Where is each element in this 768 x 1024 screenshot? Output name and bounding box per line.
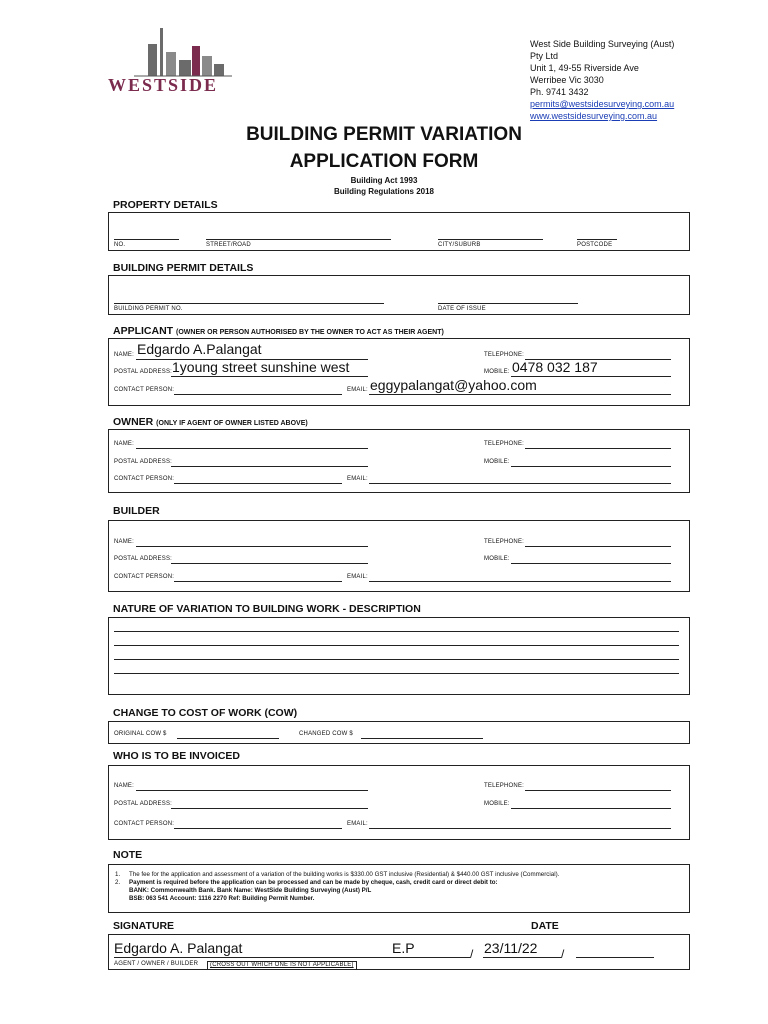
form-title-line-2: APPLICATION FORM [289, 151, 479, 172]
note-item-2-text: Payment is required before the application can be processed and can be made by cheque, cash, credit card or direct debit to: [129, 879, 498, 886]
invoice-postal-label: POSTAL ADDRESS: [114, 801, 173, 807]
signature-box [108, 934, 690, 970]
applicant-contact-label: CONTACT PERSON: [114, 387, 175, 393]
signature-value: Edgardo A. Palangat [114, 940, 243, 956]
applicant-postal-field[interactable] [171, 376, 368, 377]
permit-number-field[interactable] [114, 303, 384, 304]
date-heading: DATE [531, 920, 559, 932]
builder-email-field[interactable] [369, 581, 671, 582]
applicant-telephone-label: TELEPHONE: [484, 352, 525, 358]
original-cow-field[interactable] [177, 738, 279, 739]
company-name: West Side Building Surveying (Aust) [530, 39, 675, 49]
postcode-label: POSTCODE [577, 242, 613, 248]
logo-text: WESTSIDE [108, 75, 219, 95]
property-details-box [108, 212, 690, 251]
agent-owner-builder-label: AGENT / OWNER / BUILDER [114, 961, 199, 967]
applicant-title: APPLICANT [113, 325, 174, 337]
builder-telephone-field[interactable] [525, 546, 671, 547]
invoice-email-field[interactable] [369, 828, 671, 829]
building-regulations: Building Regulations 2018 [333, 187, 434, 196]
signature-field[interactable] [114, 957, 470, 958]
applicant-email-field[interactable] [369, 394, 671, 395]
signature-separator: / [470, 947, 474, 961]
company-address-1: Unit 1, 49-55 Riverside Ave [530, 63, 639, 73]
company-address-2: Werribee Vic 3030 [530, 75, 604, 85]
invoice-heading: WHO IS TO BE INVOICED [113, 750, 240, 762]
cost-heading: CHANGE TO COST OF WORK (COW) [113, 707, 298, 719]
applicant-postal-value: 1young street sunshine west [172, 359, 350, 375]
owner-contact-field[interactable] [174, 483, 342, 484]
owner-postal-label: POSTAL ADDRESS: [114, 459, 173, 465]
owner-heading [113, 416, 308, 428]
builder-heading: BUILDER [113, 505, 160, 517]
builder-contact-field[interactable] [174, 581, 342, 582]
owner-email-field[interactable] [369, 483, 671, 484]
invoice-telephone-field[interactable] [525, 790, 671, 791]
builder-email-label: EMAIL: [347, 574, 368, 580]
note-number-2: 2. [115, 879, 121, 886]
variation-line-4[interactable] [114, 673, 679, 674]
builder-name-field[interactable] [136, 546, 368, 547]
builder-postal-label: POSTAL ADDRESS: [114, 556, 173, 562]
variation-line-3[interactable] [114, 659, 679, 660]
street-label: STREET/ROAD [206, 242, 251, 248]
city-field[interactable] [438, 239, 543, 240]
owner-title: OWNER [113, 416, 154, 428]
permit-details-box [108, 275, 690, 315]
applicant-mobile-label: MOBILE: [484, 369, 510, 375]
invoice-postal-field[interactable] [171, 808, 368, 809]
westside-logo [104, 22, 244, 100]
note-bank-details: BANK: Commonwealth Bank. Bank Name: WestSide Building Surveying (Aust) P/L [129, 887, 372, 894]
changed-cow-field[interactable] [361, 738, 483, 739]
builder-postal-field[interactable] [171, 563, 368, 564]
invoice-name-field[interactable] [136, 790, 368, 791]
original-cow-label: ORIGINAL COW $ [114, 731, 167, 737]
permit-number-label: BUILDING PERMIT NO. [114, 306, 183, 312]
invoice-box [108, 765, 690, 840]
owner-mobile-field[interactable] [511, 466, 671, 467]
applicant-name-label: NAME: [114, 352, 135, 358]
invoice-contact-label: CONTACT PERSON: [114, 821, 175, 827]
note-item-1-text: The fee for the application and assessment of a variation of the building works is $330.00 GST inclusive (Residential) & $440.00 GST inclusive (Commercial). [129, 871, 560, 878]
variation-line-2[interactable] [114, 645, 679, 646]
property-details-heading: PROPERTY DETAILS [113, 199, 218, 211]
variation-box [108, 617, 690, 695]
invoice-mobile-label: MOBILE: [484, 801, 510, 807]
owner-telephone-label: TELEPHONE: [484, 441, 525, 447]
applicant-email-label: EMAIL: [347, 387, 368, 393]
builder-mobile-field[interactable] [511, 563, 671, 564]
owner-name-label: NAME: [114, 441, 135, 447]
invoice-contact-field[interactable] [174, 828, 342, 829]
invoice-telephone-label: TELEPHONE: [484, 783, 525, 789]
note-item-1 [115, 871, 683, 879]
builder-box [108, 520, 690, 592]
date-field[interactable] [483, 957, 561, 958]
note-item-2 [115, 879, 683, 887]
owner-mobile-label: MOBILE: [484, 459, 510, 465]
builder-contact-label: CONTACT PERSON: [114, 574, 175, 580]
company-name-2: Pty Ltd [530, 51, 559, 61]
date-separator: / [561, 947, 565, 961]
owner-telephone-field[interactable] [525, 448, 671, 449]
applicant-contact-field[interactable] [174, 394, 342, 395]
signature-heading: SIGNATURE [113, 920, 175, 932]
owner-postal-field[interactable] [171, 466, 368, 467]
builder-name-label: NAME: [114, 539, 135, 545]
cost-box [108, 721, 690, 744]
note-number-1: 1. [115, 871, 121, 878]
applicant-email-value: eggypalangat@yahoo.com [370, 377, 537, 393]
permit-details-heading: BUILDING PERMIT DETAILS [113, 262, 254, 274]
applicant-box [108, 338, 690, 406]
postcode-field[interactable] [577, 239, 617, 240]
note-box [108, 864, 690, 913]
company-address-block [530, 38, 674, 122]
changed-cow-label: CHANGED COW $ [299, 731, 353, 737]
owner-box [108, 429, 690, 493]
date-extra-field[interactable] [576, 957, 654, 958]
property-no-field[interactable] [114, 239, 179, 240]
company-email-link[interactable]: permits@westsidesurveying.com.au [530, 99, 675, 109]
company-phone: Ph. 9741 3432 [530, 87, 589, 97]
date-value: 23/11/22 [484, 940, 538, 956]
company-website-link[interactable]: www.westsidesurveying.com.au [530, 111, 658, 121]
date-of-issue-label: DATE OF ISSUE [438, 306, 486, 312]
city-label: CITY/SUBURB [438, 242, 481, 248]
owner-subtitle: (ONLY IF AGENT OF OWNER LISTED ABOVE) [156, 420, 308, 427]
applicant-subtitle: (OWNER OR PERSON AUTHORISED BY THE OWNER TO ACT AS THEIR AGENT) [176, 329, 444, 336]
builder-mobile-label: MOBILE: [484, 556, 510, 562]
variation-line-1[interactable] [114, 631, 679, 632]
variation-heading: NATURE OF VARIATION TO BUILDING WORK - DESCRIPTION [113, 603, 421, 615]
street-field[interactable] [206, 239, 391, 240]
initials-value: E.P [392, 940, 415, 956]
cross-out-note: (CROSS OUT WHICH ONE IS NOT APPLICABLE) [207, 961, 357, 970]
no-label: NO. [114, 242, 126, 248]
applicant-mobile-value: 0478 032 187 [512, 359, 598, 375]
builder-telephone-label: TELEPHONE: [484, 539, 525, 545]
form-title-line-1: BUILDING PERMIT VARIATION [246, 124, 522, 145]
invoice-name-label: NAME: [114, 783, 135, 789]
owner-contact-label: CONTACT PERSON: [114, 476, 175, 482]
building-act: Building Act 1993 [350, 176, 418, 185]
note-bsb-details: BSB: 063 541 Account: 1116 2270 Ref: Building Permit Number. [129, 895, 315, 902]
applicant-name-value: Edgardo A.Palangat [137, 341, 262, 357]
applicant-postal-label: POSTAL ADDRESS: [114, 369, 173, 375]
invoice-email-label: EMAIL: [347, 821, 368, 827]
date-of-issue-field[interactable] [438, 303, 578, 304]
owner-name-field[interactable] [136, 448, 368, 449]
note-heading: NOTE [113, 849, 143, 861]
invoice-mobile-field[interactable] [511, 808, 671, 809]
applicant-heading [113, 325, 444, 337]
owner-email-label: EMAIL: [347, 476, 368, 482]
